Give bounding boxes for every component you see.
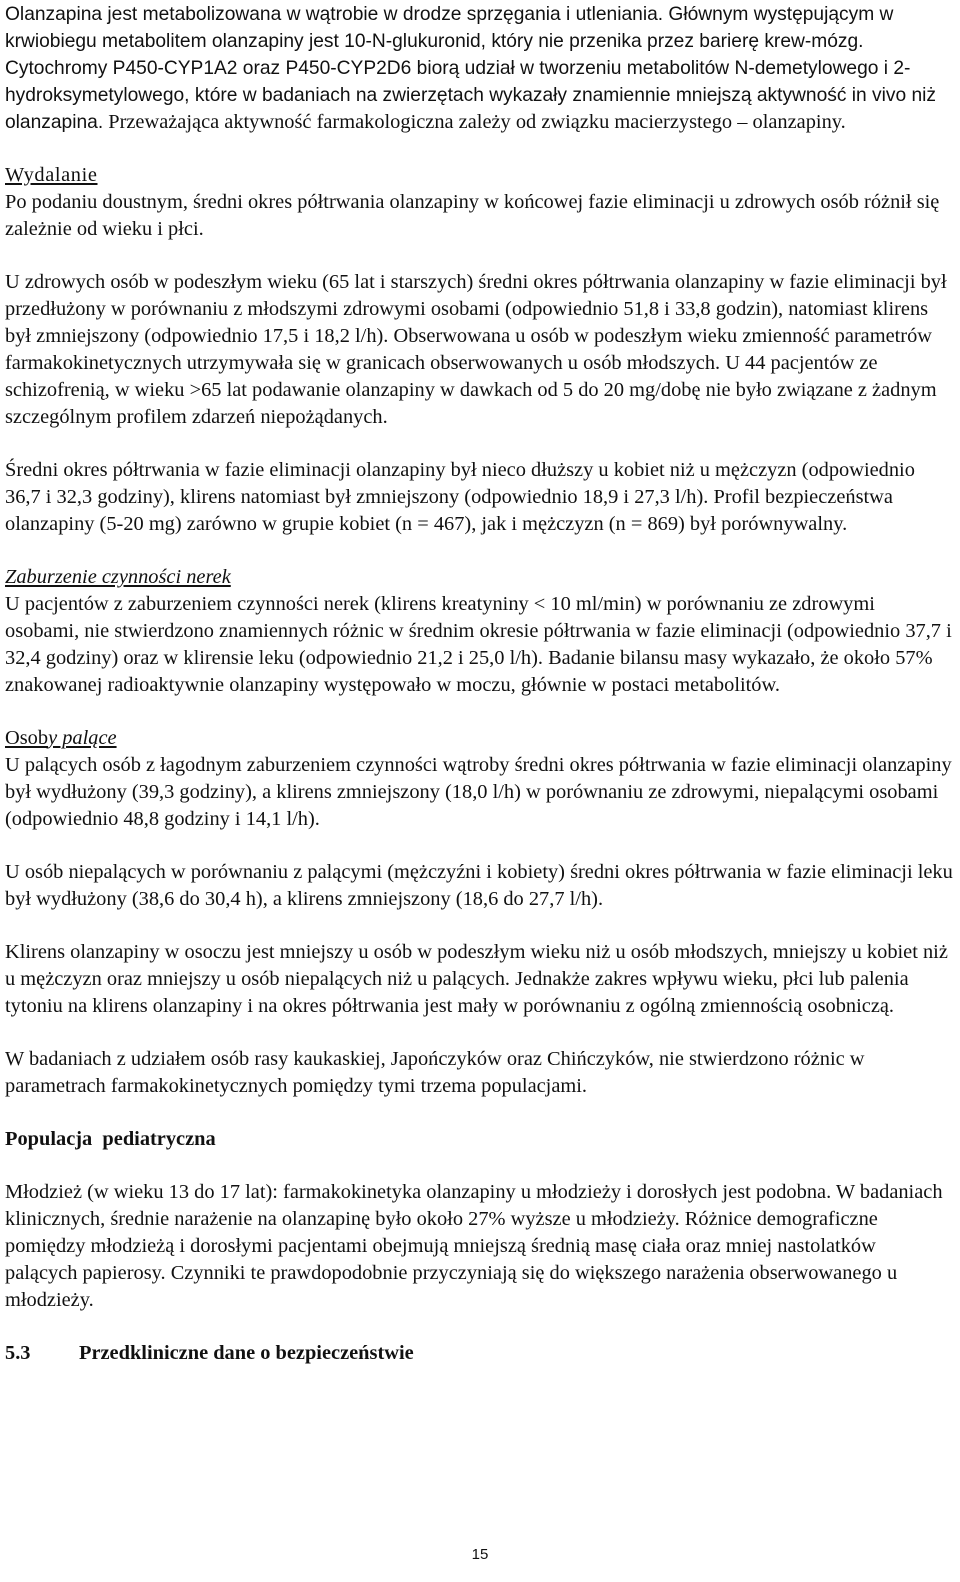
pediatric-paragraph: Młodzież (w wieku 13 do 17 lat): farmakokinetyka olanzapiny u młodzieży i dorosłych jest podobna. W badaniach klinicznych, średnie narażenie na olanzapinę było około 27% wyższe u młodzieży. Różnice demograficzne pomiędzy młodzieżą i dorosłymi pacjentami obejmują mniejszą średnią masę ciała oraz mniej nastolatków palących papierosy. Czynniki te prawdopodobnie przyczyniają się do większego narażenia obserwowanego u młodzieży. <box>5 1181 943 1311</box>
metabolism-text-sans: Olanzapina jest metabolizowana w wątrobie w drodze sprzęgania i utleniania. Głównym występującym w krwiobiegu metabolitem olanzapiny jest 10-N-glukuronid, który nie przenika przez barierę krew-mózg. Cytochromy P450-CYP1A2 oraz P450-CYP2D6 biorą udział w tworzeniu metabolitów N-demetylowego i 2-hydroksymetylowego, które w badaniach na zwierzętach wykazały znamiennie mniejszą aktywność in vivo niż olanzapina. <box>5 4 937 133</box>
smokers-paragraph-1: U palących osób z łagodnym zaburzeniem czynności wątroby średni okres półtrwania w fazie eliminacji olanzapiny był wydłużony (39,3 godziny), a klirens zmniejszony (18,0 l/h) w porównaniu ze zdrowymi, niepalącymi osobami (odpowiednio 48,8 godziny i 14,1 l/h). <box>5 754 952 830</box>
elimination-paragraph-1: Po podaniu doustnym, średni okres półtrwania olanzapiny w końcowej fazie eliminacji u zdrowych osób różnił się zależnie od wieku i płci. <box>5 191 940 240</box>
metabolism-text-serif: Przeważająca aktywność farmakologiczna zależy od związku macierzystego – olanzapiny. <box>103 111 846 133</box>
smokers-paragraph-2: U osób niepalących w porównaniu z palącymi (mężczyźni i kobiety) średni okres półtrwania w fazie eliminacji leku był wydłużony (38,6 do 30,4 h), a klirens zmniejszony (18,6 do 27,7 l/h). <box>5 861 953 910</box>
section-number: 5.3 <box>5 1342 31 1364</box>
renal-paragraph: U pacjentów z zaburzeniem czynności nerek (klirens kreatyniny < 10 ml/min) w porównaniu ze zdrowymi osobami, nie stwierdzono znamiennych różnic w średnim okresie półtrwania w fazie eliminacji (odpowiednio 37,7 i 32,4 godziny) oraz w klirensie leku (odpowiednio 21,2 i 25,0 l/h). Badanie bilansu masy wykazało, że około 57% znakowanej radioaktywnie olanzapiny występowało w moczu, głównie w postaci metabolitów. <box>5 593 952 696</box>
elimination-paragraph-3: Średni okres półtrwania w fazie eliminacji olanzapiny był nieco dłuższy u kobiet niż u mężczyzn (odpowiednio 36,7 i 32,3 godziny), klirens natomiast był zmniejszony (odpowiednio 18,9 i 27,3 l/h). Profil bezpieczeństwa olanzapiny (5-20 mg) zarówno w grupie kobiet (n = 467), jak i mężczyzn (n = 869) był porównywalny. <box>5 459 915 535</box>
section-heading <box>5 1340 953 1367</box>
page-number: 15 <box>471 1546 489 1563</box>
smokers-paragraph-3: Klirens olanzapiny w osoczu jest mniejszy u osób w podeszłym wieku niż u osób młodszych, mniejszy u kobiet niż u mężczyzn oraz mniejszy u osób niepalących niż u palących. Jednakże zakres wpływu wieku, płci lub palenia tytoniu na klirens olanzapiny i na okres półtrwania jest mały w porównaniu z ogólną zmiennością osobniczą. <box>5 941 948 1017</box>
metabolism-paragraph <box>5 1 953 136</box>
renal-heading: Zaburzenie czynności nerek <box>5 566 231 588</box>
document-body <box>5 1 953 1367</box>
smokers-heading: Osoby palące <box>5 727 117 749</box>
smokers-paragraph-4: W badaniach z udziałem osób rasy kaukaskiej, Japończyków oraz Chińczyków, nie stwierdzono różnic w parametrach farmakokinetycznych pomiędzy tymi trzema populacjami. <box>5 1048 865 1097</box>
section-title: Przedkliniczne dane o bezpieczeństwie <box>79 1342 414 1364</box>
elimination-heading: Wydalanie <box>5 164 98 186</box>
elimination-paragraph-2: U zdrowych osób w podeszłym wieku (65 lat i starszych) średni okres półtrwania olanzapiny w fazie eliminacji był przedłużony w porównaniu z młodszymi zdrowymi osobami (odpowiednio 51,8 i 33,8 godzin), natomiast klirens był zmniejszony (odpowiednio 17,5 i 18,2 l/h). Obserwowana u osób w podeszłym wieku zmienność parametrów farmakokinetycznych utrzymywała się w granicach obserwowanych u osób młodszych. U 44 pacjentów ze schizofrenią, w wieku >65 lat podawanie olanzapiny w dawkach od 5 do 20 mg/dobę nie było związane z żadnym szczególnym profilem zdarzeń niepożądanych. <box>5 271 947 428</box>
pediatric-heading: Populacja pediatryczna <box>5 1128 216 1150</box>
